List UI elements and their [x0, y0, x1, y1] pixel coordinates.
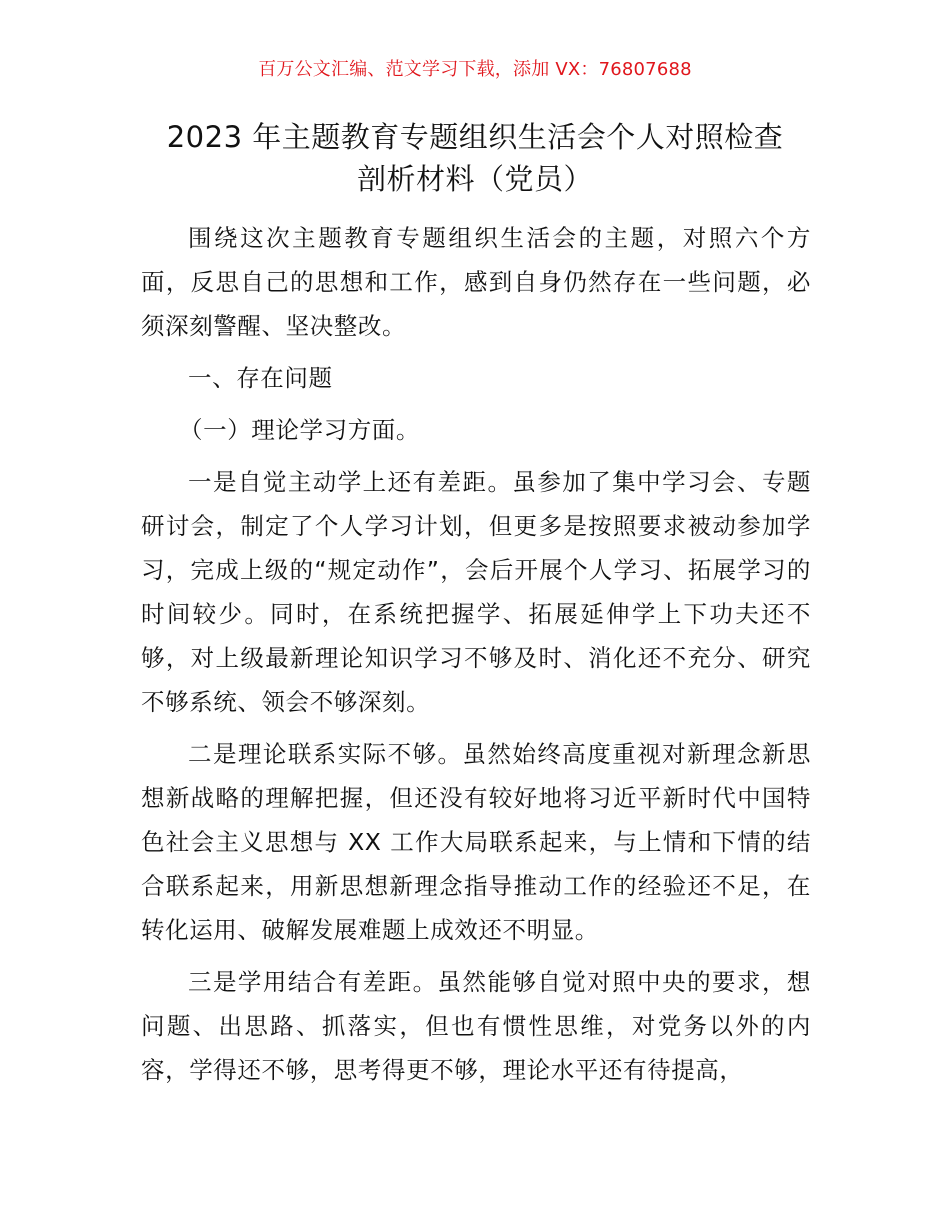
promo-banner: 百万公文汇编、范文学习下载，添加 VX：76807688 — [258, 59, 692, 80]
title-line-2: 剖析材料（党员） — [356, 162, 593, 196]
intro-paragraph: 围绕这次主题教育专题组织生活会的主题，对照六个方面，反思自己的思想和工作，感到自身仍然存在一些问题，必须深刻警醒、坚决整改。 — [141, 224, 811, 340]
section-heading-problems: 一、存在问题 — [188, 364, 333, 392]
document-title — [120, 116, 830, 200]
paragraph-point-two: 二是理论联系实际不够。虽然始终高度重视对新理念新思想新战略的理解把握，但还没有较好地将习近平新时代中国特色社会主义思想与 XX 工作大局联系起来，与上情和下情的结合联系起来，用新思想新理念指导推动工作的经验还不足，在转化运用、破解发展难题上成效还不明显。 — [141, 740, 811, 944]
paragraph-point-one: 一是自觉主动学上还有差距。虽参加了集中学习会、专题研讨会，制定了个人学习计划，但更多是按照要求被动参加学习，完成上级的“规定动作”，会后开展个人学习、拓展学习的时间较少。同时，在系统把握学、拓展延伸学上下功夫还不够，对上级最新理论知识学习不够及时、消化还不充分、研究不够系统、领会不够深刻。 — [141, 468, 811, 716]
document-body — [141, 216, 811, 1100]
paragraph-point-three: 三是学用结合有差距。虽然能够自觉对照中央的要求，想问题、出思路、抓落实，但也有惯性思维，对党务以外的内容，学得还不够，思考得更不够，理论水平还有待提高， — [141, 968, 811, 1084]
subsection-heading-theory: （一）理论学习方面。 — [179, 416, 420, 444]
title-line-1: 2023 年主题教育专题组织生活会个人对照检查 — [166, 120, 784, 154]
